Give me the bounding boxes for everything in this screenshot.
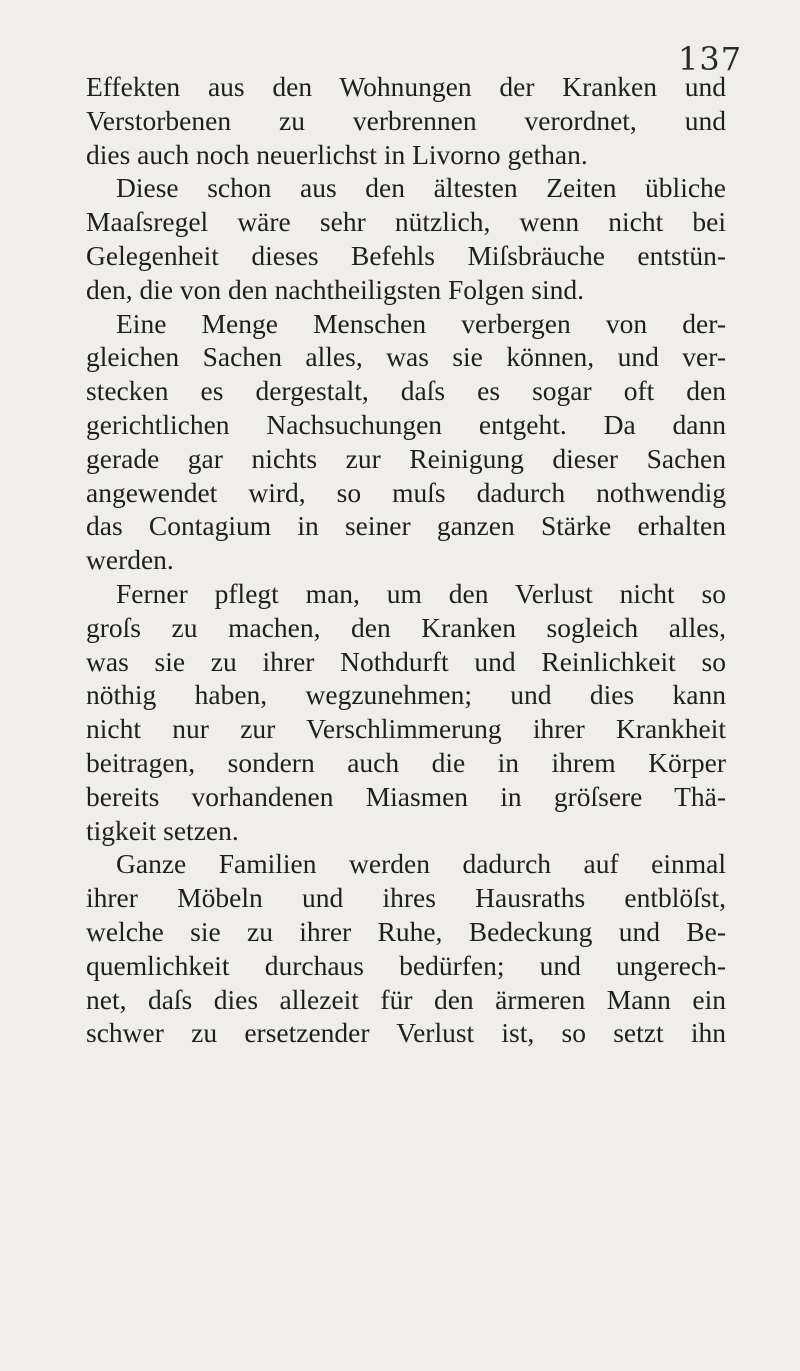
text-line: Eine Menge Menschen verbergen von der- [116, 307, 726, 339]
text-line: ihrer Möbeln und ihres Hausraths entblöſst, [86, 882, 726, 914]
text-line: beitragen, sondern auch die in ihrem Körper [86, 746, 726, 778]
text-line: tigkeit setzen. [86, 814, 239, 846]
text-line: Ganze Familien werden dadurch auf einmal [116, 848, 726, 880]
text-line: werden. [86, 544, 174, 576]
body-text [86, 70, 726, 1050]
text-line: was sie zu ihrer Nothdurft und Reinlichkeit so [86, 645, 726, 677]
text-line: gerade gar nichts zur Reinigung dieser Sachen [86, 442, 726, 474]
text-line: quemlichkeit durchaus bedürfen; und ungerech- [86, 949, 726, 981]
text-line: schwer zu ersetzender Verlust ist, so setzt ihn [86, 1017, 726, 1049]
text-line: das Contagium in seiner ganzen Stärke erhalten [86, 510, 726, 542]
text-line: gleichen Sachen alles, was sie können, und ver- [86, 341, 726, 373]
text-line: Effekten aus den Wohnungen der Kranken und [86, 71, 726, 102]
text-line: den, die von den nachtheiligsten Folgen sind. [86, 273, 584, 305]
text-line: Maaſsregel wäre sehr nützlich, wenn nicht bei [86, 206, 726, 238]
text-line: net, daſs dies allezeit für den ärmeren Mann ein [86, 983, 726, 1015]
text-line: bereits vorhandenen Miasmen in gröſsere Thä- [86, 780, 726, 812]
text-line: nöthig haben, wegzunehmen; und dies kann [86, 679, 726, 711]
text-line: stecken es dergestalt, daſs es sogar oft den [86, 375, 726, 407]
text-line: groſs zu machen, den Kranken sogleich alles, [86, 611, 726, 643]
text-line: welche sie zu ihrer Ruhe, Bedeckung und Be- [86, 915, 726, 947]
text-line: gerichtlichen Nachsuchungen entgeht. Da dann [86, 408, 726, 440]
text-line: Diese schon aus den ältesten Zeiten übliche [116, 172, 726, 204]
text-line: dies auch noch neuerlichst in Livorno gethan. [86, 138, 588, 170]
text-line: Gelegenheit dieses Befehls Miſsbräuche entstün- [86, 239, 726, 271]
text-line: Verstorbenen zu verbrennen verordnet, und [86, 104, 726, 136]
page-number: 137 [678, 40, 743, 78]
text-line: angewendet wird, so muſs dadurch nothwendig [86, 476, 726, 508]
text-line: Ferner pflegt man, um den Verlust nicht so [116, 577, 726, 609]
text-line: nicht nur zur Verschlimmerung ihrer Krankheit [86, 713, 726, 745]
